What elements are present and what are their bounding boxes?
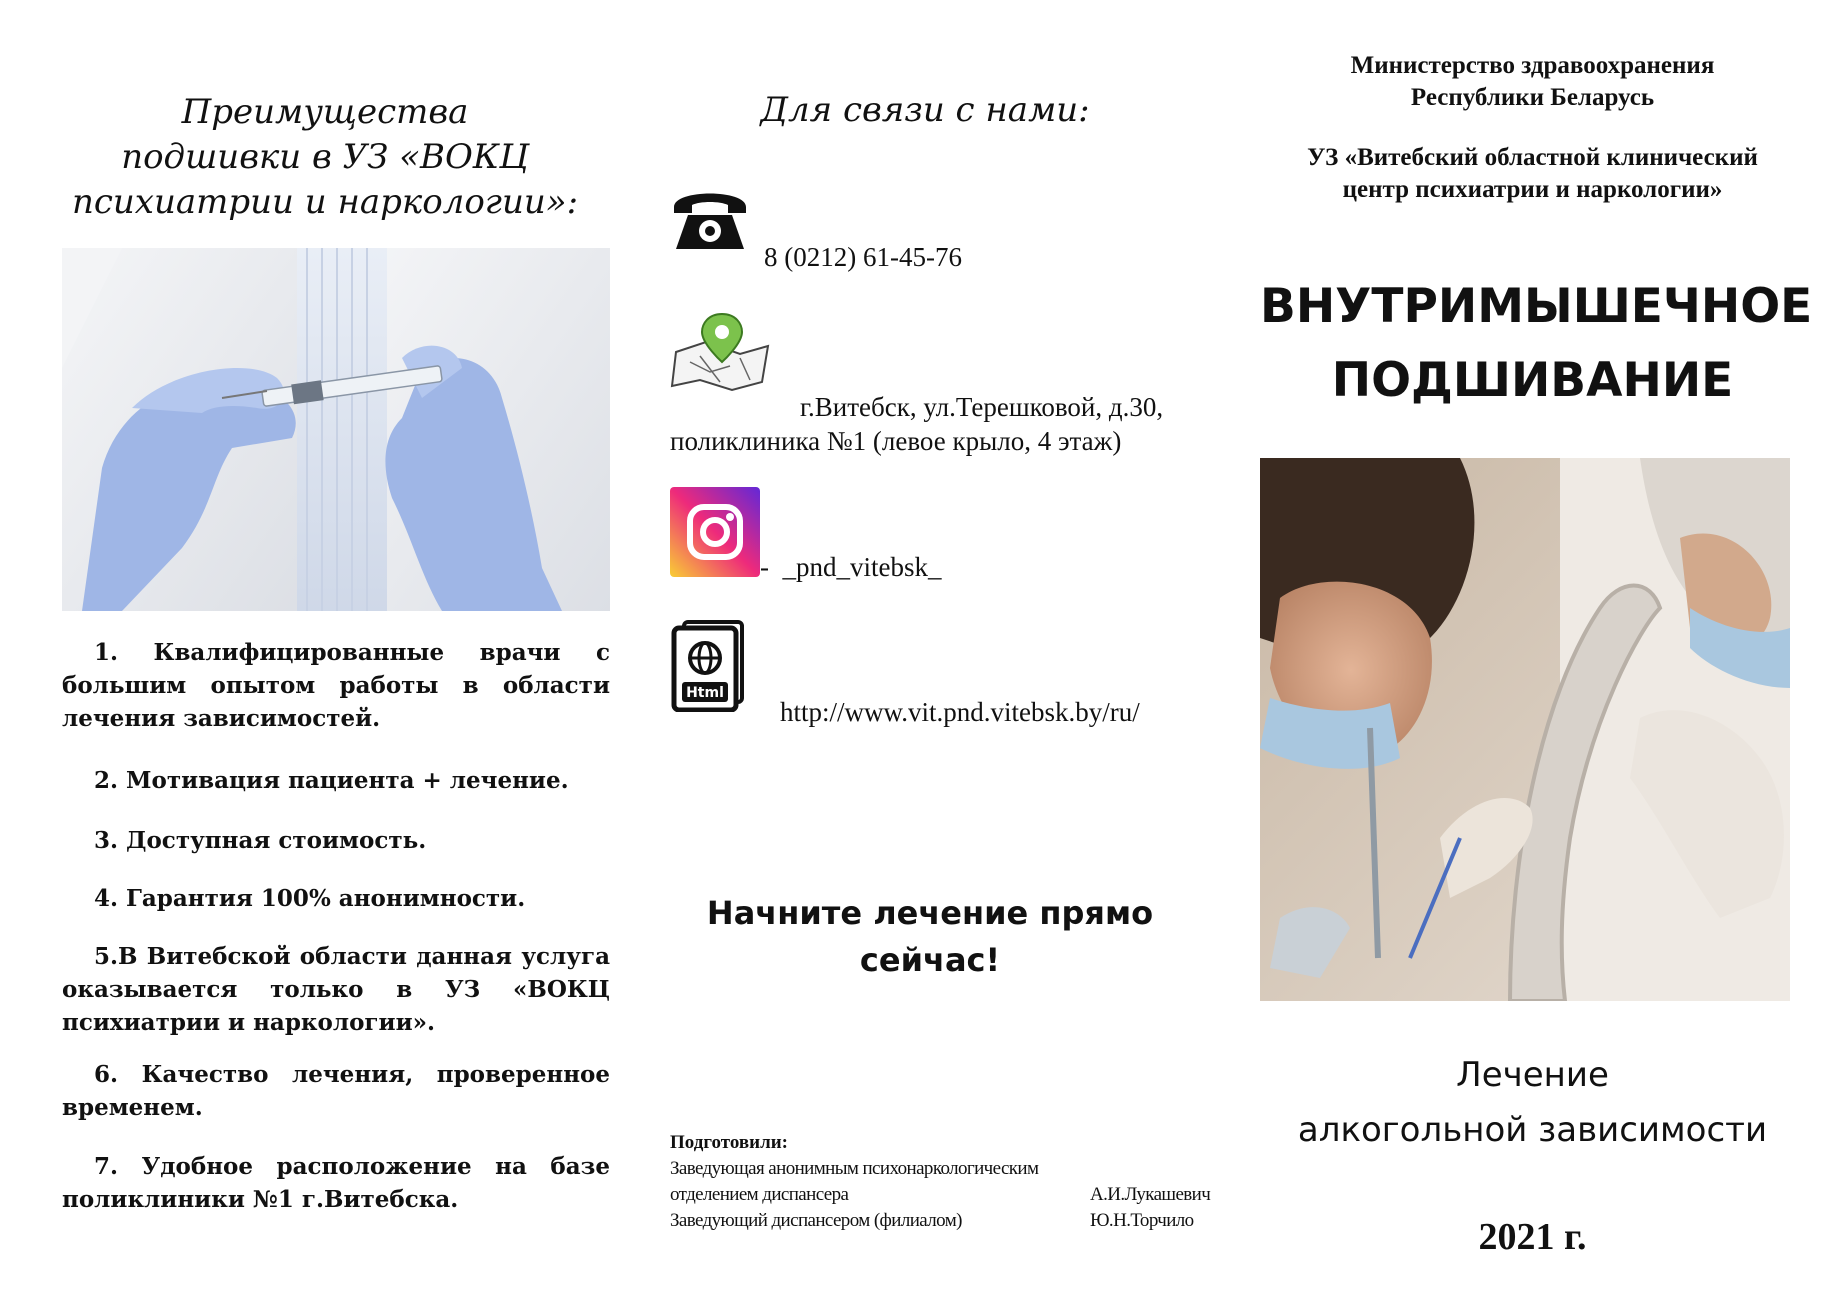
advantage-5: 5.В Витебской области данная услуга оказывается только в УЗ «ВОКЦ психиатрии и наркологии». <box>62 943 610 1036</box>
prepared-by-block <box>670 1130 1230 1234</box>
advantage-2: 2. Мотивация пациента + лечение. <box>94 767 569 794</box>
advantage-7: 7. Удобное расположение на базе поликлиники №1 г.Витебска. <box>62 1153 610 1213</box>
advantage-1: 1. Квалифицированные врачи с большим опытом работы в области лечения зависимостей. <box>62 639 610 732</box>
advantage-6: 6. Качество лечения, проверенное временем. <box>62 1061 610 1121</box>
prepared-name-1: А.И.Лукашевич <box>1090 1184 1211 1205</box>
instagram-handle[interactable]: - _pnd_vitebsk_ <box>760 552 942 582</box>
address: г.Витебск, ул.Терешковой, д.30, поликлиника №1 (левое крыло, 4 этаж) <box>670 392 1164 456</box>
contacts-panel <box>640 0 1210 1290</box>
map-pin-icon <box>670 312 774 392</box>
html-icon-label: Html <box>686 685 724 701</box>
advantage-3: 3. Доступная стоимость. <box>94 827 427 854</box>
left-panel <box>40 0 620 1290</box>
ministry-name: Министерство здравоохранения Республики Беларусь <box>1350 52 1715 111</box>
prepared-role-2: Заведующий диспансером (филиалом) <box>670 1210 962 1231</box>
call-to-action: Начните лечение прямо сейчас! <box>706 894 1154 979</box>
doctor-with-syringe-photo <box>62 248 610 611</box>
phone-icon <box>670 183 750 255</box>
website-link[interactable]: http://www.vit.pnd.vitebsk.by/ru/ <box>780 697 1140 727</box>
phone-number[interactable]: 8 (0212) 61-45-76 <box>764 242 962 272</box>
contacts-title: Для связи с нами: <box>760 90 1090 130</box>
surgery-procedure-photo <box>1260 458 1790 1001</box>
advantage-4: 4. Гарантия 100% анонимности. <box>94 885 526 912</box>
prepared-label: Подготовили: <box>670 1132 788 1153</box>
prepared-role-1: Заведующая анонимным психонаркологическим <box>670 1158 1039 1179</box>
cover-panel <box>1260 0 1813 1290</box>
prepared-role-1-cont: отделением диспансера <box>670 1184 849 1205</box>
brochure-headline: ВНУТРИМЫШЕЧНОЕ ПОДШИВАНИЕ <box>1260 279 1813 408</box>
instagram-icon[interactable] <box>670 487 760 577</box>
advantages-title: Преимущества подшивки в УЗ «ВОКЦ психиатрии и наркологии»: <box>71 92 579 222</box>
institution-name: УЗ «Витебский областной клинический центр психиатрии и наркологии» <box>1307 144 1758 203</box>
prepared-name-2: Ю.Н.Торчило <box>1090 1210 1194 1231</box>
treatment-subtitle: Лечение алкогольной зависимости <box>1297 1055 1768 1150</box>
html-document-icon <box>670 620 748 712</box>
publication-year: 2021 г. <box>1478 1216 1587 1258</box>
